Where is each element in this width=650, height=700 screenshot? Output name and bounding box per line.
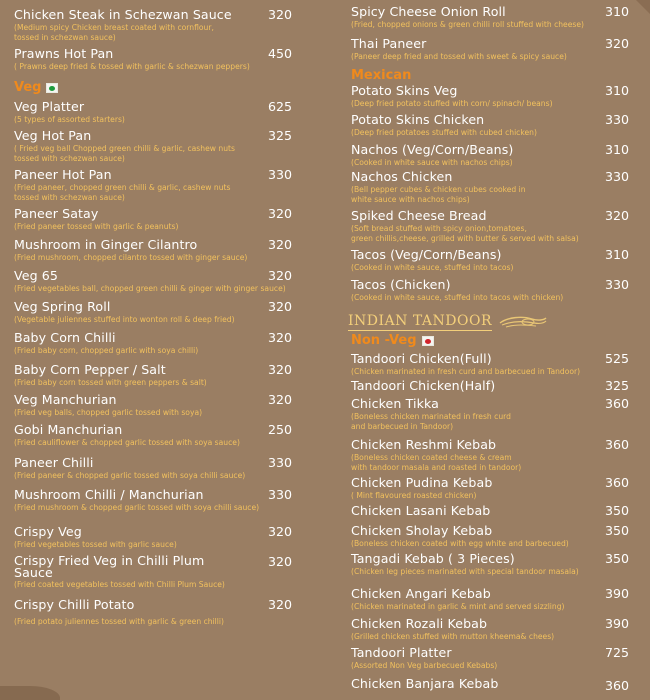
- menu-item: [351, 37, 631, 62]
- corner-decoration: [636, 0, 650, 14]
- section-heading-non-veg: [351, 333, 434, 349]
- item-name: Prawns Hot Pan: [14, 46, 114, 61]
- item-price: 330: [604, 277, 629, 292]
- item-price: 320: [267, 299, 292, 314]
- item-price: 250: [267, 422, 292, 437]
- item-name: Chicken Steak in Schezwan Sauce: [14, 7, 232, 22]
- section-label: Non -Veg: [351, 333, 417, 348]
- menu-item: [351, 352, 631, 377]
- item-description: and barbecued in Tandoor): [351, 422, 454, 431]
- menu-item: [351, 617, 631, 642]
- section-label: Veg: [14, 80, 42, 95]
- item-description: (Cooked in white sauce, stuffed into tacos): [351, 263, 514, 272]
- menu-item: [14, 238, 299, 263]
- item-price: 320: [604, 208, 629, 223]
- item-name: Tacos (Veg/Corn/Beans): [351, 247, 502, 262]
- menu-item: [351, 5, 631, 30]
- item-description: (Cooked in white sauce, stuffed into tacos with chicken): [351, 293, 564, 302]
- item-description: tossed in schezwan sauce): [14, 33, 116, 42]
- menu-item: [351, 438, 631, 473]
- item-description: (Chicken leg pieces marinated with special tandoor masala): [351, 567, 579, 576]
- item-price: 360: [604, 475, 629, 490]
- item-price: 625: [267, 99, 292, 114]
- item-name: Chicken Lasani Kebab: [351, 503, 491, 518]
- item-price: 360: [604, 678, 629, 693]
- item-description: ( Fried veg ball Chopped green chilli & garlic, cashew nuts: [14, 144, 235, 153]
- item-name: Potato Skins Chicken: [351, 112, 485, 127]
- item-description: (Chicken marinated in fresh curd and barbecued in Tandoor): [351, 367, 581, 376]
- item-price: 320: [267, 524, 292, 539]
- item-name: Chicken Tikka: [351, 396, 439, 411]
- item-name: Tandoori Platter: [351, 645, 452, 660]
- item-name: Nachos (Veg/Corn/Beans): [351, 142, 514, 157]
- item-name: Tandoori Chicken(Half): [351, 378, 496, 393]
- item-price: 325: [267, 128, 292, 143]
- veg-indicator-icon: [46, 83, 58, 93]
- item-name: Crispy Fried Veg in Chilli Plum Sauce: [14, 553, 205, 580]
- item-description: (Medium spicy Chicken breast coated with cornflour,: [14, 23, 214, 32]
- item-description: (Fried mushroom & chopped garlic tossed with soya chilli sauce): [14, 503, 260, 512]
- item-price: 330: [267, 487, 292, 502]
- item-description: (Fried paneer, chopped green chilli & garlic, cashew nuts: [14, 183, 231, 192]
- item-name: Veg Hot Pan: [14, 128, 92, 143]
- item-name: Veg Platter: [14, 99, 85, 114]
- item-name: Spicy Cheese Onion Roll: [351, 4, 506, 19]
- item-price: 310: [604, 142, 629, 157]
- item-price: 320: [267, 268, 292, 283]
- item-name: Paneer Satay: [14, 206, 99, 221]
- menu-item: [14, 100, 299, 125]
- item-name: Chicken Sholay Kebab: [351, 523, 493, 538]
- menu-item: [351, 552, 631, 577]
- item-description: with tandoor masala and roasted in tandoor): [351, 463, 522, 472]
- item-description: (Fried veg balls, chopped garlic tossed with soya): [14, 408, 203, 417]
- item-price: 360: [604, 396, 629, 411]
- item-price: 320: [267, 330, 292, 345]
- menu-item: [351, 646, 631, 671]
- item-name: Crispy Veg: [14, 524, 82, 539]
- leaf-decoration: [0, 686, 60, 700]
- item-name: Potato Skins Veg: [351, 83, 458, 98]
- item-price: 725: [604, 645, 629, 660]
- menu-item: [14, 207, 299, 232]
- item-price: 320: [267, 392, 292, 407]
- item-description: (Fried cauliflower & chopped garlic tossed with soya sauce): [14, 438, 240, 447]
- item-description: (Deep fried potatoes stuffed with cubed chicken): [351, 128, 537, 137]
- item-price: 320: [267, 206, 292, 221]
- section-heading-veg: [14, 80, 58, 96]
- menu-item: [14, 269, 299, 294]
- item-description: (Fried, chopped onions & green chilli roll stuffed with cheese): [351, 20, 584, 29]
- item-price: 310: [604, 4, 629, 19]
- menu-item: [351, 170, 631, 205]
- item-description: (Paneer deep fried and tossed with sweet & spicy sauce): [351, 52, 567, 61]
- menu-item: [351, 677, 631, 691]
- item-name: Gobi Manchurian: [14, 422, 123, 437]
- item-description: (Fried baby corn, chopped garlic with soya chilli): [14, 346, 199, 355]
- item-name: Tacos (Chicken): [351, 277, 451, 292]
- menu-item: [351, 504, 631, 518]
- menu-item: [14, 300, 299, 325]
- menu-item: [351, 248, 631, 273]
- item-price: 320: [267, 597, 292, 612]
- item-description: (Soft bread stuffed with spicy onion,tomatoes,: [351, 224, 527, 233]
- item-name: Chicken Banjara Kebab: [351, 676, 499, 691]
- menu-item: [351, 84, 631, 109]
- menu-item: [14, 168, 299, 203]
- item-description: (Fried mushroom, chopped cilantro tossed with ginger sauce): [14, 253, 248, 262]
- item-description: (Bell pepper cubes & chicken cubes cooked in: [351, 185, 526, 194]
- item-description: tossed with schezwan sauce): [14, 154, 125, 163]
- item-name: Crispy Chilli Potato: [14, 597, 135, 612]
- item-description: (Vegetable juliennes stuffed into wonton roll & deep fried): [14, 315, 235, 324]
- item-name: Veg Manchurian: [14, 392, 117, 407]
- item-description: (Fried vegetables ball, chopped green chilli & ginger with ginger sauce): [14, 284, 286, 293]
- item-name: Paneer Chilli: [14, 455, 94, 470]
- menu-item: [351, 524, 631, 549]
- item-name: Mushroom in Ginger Cilantro: [14, 237, 198, 252]
- item-price: 350: [604, 503, 629, 518]
- item-name: Baby Corn Chilli: [14, 330, 116, 345]
- item-description: ( Mint flavoured roasted chicken): [351, 491, 477, 500]
- section-heading-indian-tandoor: [348, 313, 548, 331]
- menu-item: [14, 129, 299, 164]
- ornament-swirl-icon: [498, 315, 548, 329]
- item-price: 310: [604, 247, 629, 262]
- item-price: 325: [604, 378, 629, 393]
- nonveg-indicator-icon: [422, 336, 434, 346]
- item-description: (Fried baby corn tossed with green peppers & salt): [14, 378, 207, 387]
- menu-item: [351, 587, 631, 612]
- item-price: 320: [267, 554, 292, 569]
- item-description: (Boneless chicken coated with egg white and barbecued): [351, 539, 569, 548]
- menu-item: [14, 598, 299, 627]
- item-description: (5 types of assorted starters): [14, 115, 125, 124]
- item-name: Tangadi Kebab ( 3 Pieces): [351, 551, 515, 566]
- item-price: 390: [604, 586, 629, 601]
- item-description: (Fried potato juliennes tossed with garlic & green chilli): [14, 617, 224, 626]
- item-price: 360: [604, 437, 629, 452]
- item-name: Nachos Chicken: [351, 169, 453, 184]
- item-description: (Grilled chicken stuffed with mutton kheema& chees): [351, 632, 555, 641]
- item-name: Veg Spring Roll: [14, 299, 111, 314]
- item-price: 330: [604, 112, 629, 127]
- item-name: Thai Paneer: [351, 36, 427, 51]
- menu-item: [14, 423, 299, 448]
- menu-item: [14, 488, 299, 513]
- item-price: 330: [604, 169, 629, 184]
- item-price: 350: [604, 523, 629, 538]
- menu-item: [14, 331, 299, 356]
- item-name: Chicken Angari Kebab: [351, 586, 491, 601]
- item-description: ( Prawns deep fried & tossed with garlic & schezwan peppers): [14, 62, 250, 71]
- menu-item: [351, 278, 631, 303]
- item-price: 320: [267, 362, 292, 377]
- item-name: Chicken Pudina Kebab: [351, 475, 493, 490]
- menu-item: [14, 456, 299, 481]
- item-description: (Assorted Non Veg barbecued Kebabs): [351, 661, 498, 670]
- item-description: (Fried coated vegetables tossed with Chilli Plum Sauce): [14, 580, 225, 589]
- item-description: (Deep fried potato stuffed with corn/ spinach/ beans): [351, 99, 553, 108]
- item-name: Tandoori Chicken(Full): [351, 351, 492, 366]
- menu-item: [14, 8, 299, 43]
- menu-item: [14, 363, 299, 388]
- item-description: tossed with schezwan sauce): [14, 193, 125, 202]
- item-description: (Boneless chicken coated cheese & cream: [351, 453, 512, 462]
- item-price: 330: [267, 455, 292, 470]
- menu-item: [351, 143, 631, 168]
- menu-item: [14, 525, 299, 550]
- item-description: (Cooked in white sauce with nachos chips): [351, 158, 513, 167]
- item-description: (Chicken marinated in garlic & mint and served sizzling): [351, 602, 565, 611]
- item-name: Spiked Cheese Bread: [351, 208, 487, 223]
- item-price: 525: [604, 351, 629, 366]
- item-price: 320: [604, 36, 629, 51]
- menu-item: [351, 397, 631, 432]
- item-description: white sauce with nachos chips): [351, 195, 470, 204]
- item-description: (Fried paneer & chopped garlic tossed with soya chilli sauce): [14, 471, 246, 480]
- item-description: (Fried vegetables tossed with garlic sauce): [14, 540, 177, 549]
- item-price: 390: [604, 616, 629, 631]
- item-name: Veg 65: [14, 268, 59, 283]
- item-name: Chicken Reshmi Kebab: [351, 437, 497, 452]
- item-name: Baby Corn Pepper / Salt: [14, 362, 166, 377]
- section-heading-mexican: [351, 68, 411, 84]
- menu-item: [351, 209, 631, 244]
- item-price: 330: [267, 167, 292, 182]
- section-label: Mexican: [351, 68, 412, 83]
- menu-item: [14, 555, 299, 590]
- item-name: Mushroom Chilli / Manchurian: [14, 487, 204, 502]
- menu-item: [14, 393, 299, 418]
- menu-item: [351, 476, 631, 501]
- menu-item: [351, 113, 631, 138]
- item-description: green chillis,cheese, grilled with butter & served with salsa): [351, 234, 579, 243]
- item-description: (Boneless chicken marinated in fresh curd: [351, 412, 511, 421]
- item-price: 320: [267, 237, 292, 252]
- item-description: (Fried paneer tossed with garlic & peanuts): [14, 222, 179, 231]
- menu-item: [14, 47, 299, 72]
- section-title: INDIAN TANDOOR: [348, 313, 492, 329]
- item-price: 320: [267, 7, 292, 22]
- item-price: 310: [604, 83, 629, 98]
- item-name: Paneer Hot Pan: [14, 167, 112, 182]
- item-price: 450: [267, 46, 292, 61]
- menu-item: [351, 379, 631, 393]
- item-price: 350: [604, 551, 629, 566]
- item-name: Chicken Rozali Kebab: [351, 616, 488, 631]
